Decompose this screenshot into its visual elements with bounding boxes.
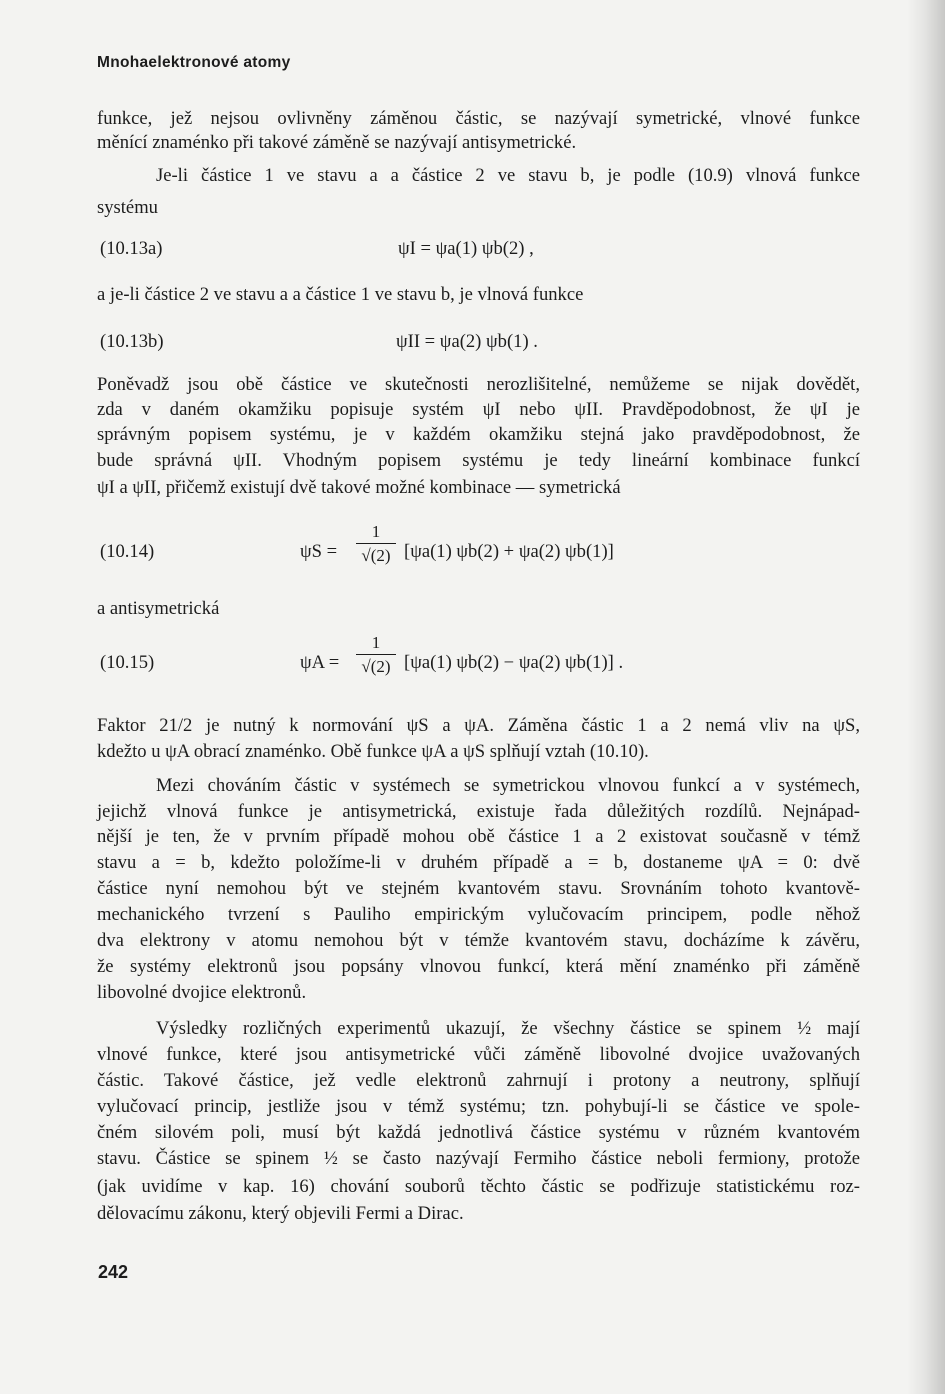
eq-14-label: (10.14) <box>100 541 155 562</box>
page-gutter-shadow <box>907 0 945 1394</box>
para7-line1: Mezi chováním částic v systémech se symetrickou vlnovou funkcí a v systémech, <box>156 775 860 796</box>
eq-13b-label: (10.13b) <box>100 331 164 352</box>
running-header: Mnohaelektronové atomy <box>97 54 291 71</box>
para7-line6: mechanického tvrzení s Pauliho empirickým vylučovacím principem, podle něhož <box>97 904 860 925</box>
para4-line3: správným popisem systému, je v každém okamžiku stejná jako pravděpodobnost, že <box>97 424 860 445</box>
para7-line3: nější je ten, že v prvním případě mohou obě částice 1 a 2 existovat současně v témž <box>97 826 860 847</box>
eq-15-label: (10.15) <box>100 652 155 673</box>
para8-line7: (jak uvidíme v kap. 16) chování souborů těchto částic se podřizuje statistickému roz- <box>97 1176 860 1197</box>
eq-15-denominator: √(2) <box>361 657 391 676</box>
para8-line5: čném silovém poli, musí být každá jednotlivá částice systému v různém kvantovém <box>97 1122 860 1143</box>
eq-14-fraction-bar <box>356 543 396 544</box>
para5-line1: a antisymetrická <box>97 598 220 619</box>
eq-14-denominator: √(2) <box>361 546 391 565</box>
eq-13a-label: (10.13a) <box>100 238 163 259</box>
para4-line5: ψI a ψII, přičemž existují dvě takové možné kombinace — symetrická <box>97 477 621 498</box>
para7-line7: dva elektrony v atomu nemohou být v témže kvantovém stavu, docházíme k závěru, <box>97 930 860 951</box>
para8-line4: vylučovací princip, jestliže jsou v témž systému; tzn. pohybují-li se částice ve spole- <box>97 1096 860 1117</box>
eq-14-numerator: 1 <box>371 522 381 541</box>
eq-15-rhs: [ψa(1) ψb(2) − ψa(2) ψb(1)] . <box>404 652 624 673</box>
eq-14-fraction <box>356 522 396 567</box>
eq-15-fraction-bar <box>356 654 396 655</box>
eq-14-rhs: [ψa(1) ψb(2) + ψa(2) ψb(1)] <box>404 541 614 562</box>
para7-line2: jejichž vlnová funkce je antisymetrická, existuje řada důležitých rozdílů. Nejnápad- <box>97 801 860 822</box>
para8-line1: Výsledky rozličných experimentů ukazují, že všechny částice se spinem ½ mají <box>156 1018 860 1039</box>
para6-line2: kdežto u ψA obrací znaménko. Obě funkce ψA a ψS splňují vztah (10.10). <box>97 741 649 762</box>
page-number: 242 <box>98 1262 129 1282</box>
para3-line1: a je-li částice 2 ve stavu a a částice 1 ve stavu b, je vlnová funkce <box>97 284 584 305</box>
eq-15-numerator: 1 <box>371 633 381 652</box>
para1-line2: měnící znaménko při takové záměně se nazývají antisymetrické. <box>97 132 577 153</box>
para2-line1: Je-li částice 1 ve stavu a a částice 2 ve stavu b, je podle (10.9) vlnová funkce <box>156 165 860 186</box>
para7-line8: že systémy elektronů jsou popsány vlnovou funkcí, která mění znaménko při záměně <box>97 956 860 977</box>
eq-14-lhs: ψS = <box>300 541 338 562</box>
para4-line2: zda v daném okamžiku popisuje systém ψI nebo ψII. Pravděpodobnost, že ψI je <box>97 399 860 420</box>
para8-line2: vlnové funkce, které jsou antisymetrické vůči záměně libovolné dvojice uvažovaných <box>97 1044 860 1065</box>
para4-line4: bude správná ψII. Vhodným popisem systému je tedy lineární kombinace funkcí <box>97 450 860 471</box>
para4-line1: Poněvadž jsou obě částice ve skutečnosti nerozlišitelné, nemůžeme se nijak dovědět, <box>97 374 860 395</box>
eq-13a-body: ψI = ψa(1) ψb(2) , <box>398 238 534 259</box>
para8-line8: dělovacímu zákonu, který objevili Fermi a Dirac. <box>97 1203 464 1224</box>
para6-line1: Faktor 21/2 je nutný k normování ψS a ψA. Záměna částic 1 a 2 nemá vliv na ψS, <box>97 715 860 736</box>
para7-line4: stavu a = b, kdežto položíme-li v druhém případě a = b, dostaneme ψA = 0: dvě <box>97 852 860 873</box>
para7-line9: libovolné dvojice elektronů. <box>97 982 307 1003</box>
para7-line5: částice nyní nemohou být ve stejném kvantovém stavu. Srovnáním tohoto kvantově- <box>97 878 860 899</box>
para1-line1: funkce, jež nejsou ovlivněny záměnou částic, se nazývají symetrické, vlnové funkce <box>97 108 860 129</box>
para8-line3: částic. Takové částice, jež vedle elektronů zahrnují i protony a neutrony, splňují <box>97 1070 860 1091</box>
eq-15-fraction <box>356 633 396 678</box>
eq-13b-body: ψII = ψa(2) ψb(1) . <box>396 331 538 352</box>
para8-line6: stavu. Částice se spinem ½ se často nazývají Fermiho částice neboli fermiony, protože <box>97 1148 860 1169</box>
eq-15-lhs: ψA = <box>300 652 340 673</box>
para2-line2: systému <box>97 197 158 218</box>
